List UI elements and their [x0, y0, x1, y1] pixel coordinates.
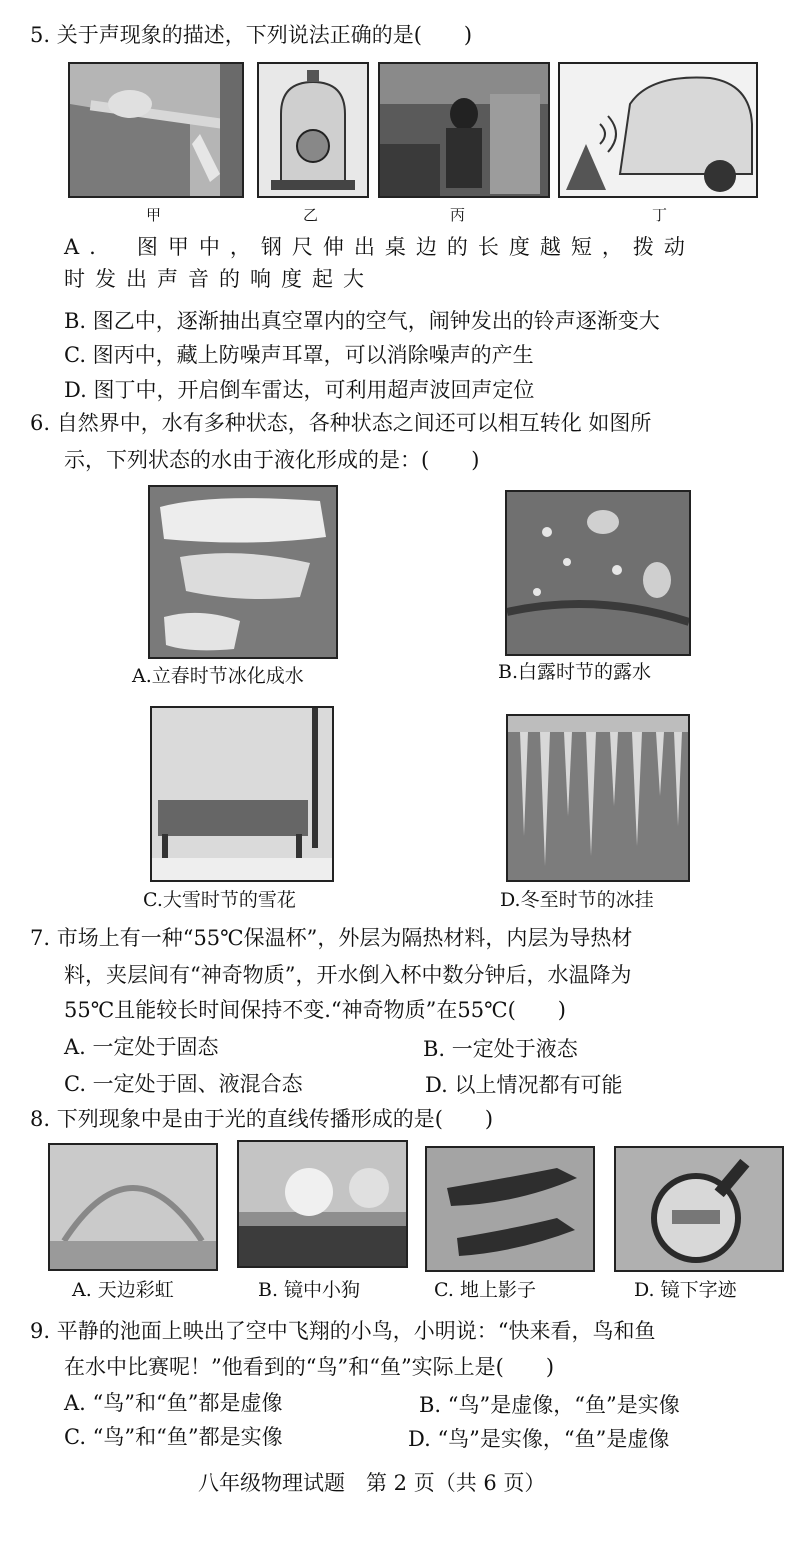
- q6-stem-line1: 6. 自然界中，水有多种状态，各种状态之间还可以相互转化 如图所: [30, 411, 652, 435]
- q5-option-d: D. 图丁中，开启倒车雷达，可利用超声波回声定位: [64, 378, 535, 402]
- q6-image-b-dew: [505, 490, 691, 656]
- q7-stem-line1: 7. 市场上有一种“55℃保温杯”，外层为隔热材料，内层为导热材: [30, 926, 633, 950]
- q9-option-b: B. “鸟”是虚像，“鱼”是实像: [419, 1393, 680, 1417]
- q8-stem: 8. 下列现象中是由于光的直线传播形成的是( ): [30, 1107, 494, 1131]
- q5-stem: 5. 关于声现象的描述，下列说法正确的是( ): [30, 23, 473, 47]
- q8-caption-c: C. 地上影子: [434, 1279, 536, 1301]
- q9-stem-line2: 在水中比赛呢！”他看到的“鸟”和“鱼”实际上是( ): [64, 1355, 555, 1379]
- q5-label-yi: 乙: [303, 206, 319, 224]
- q8-caption-d: D. 镜下字迹: [634, 1279, 737, 1301]
- q9-option-d: D. “鸟”是实像，“鱼”是虚像: [408, 1427, 670, 1451]
- q7-option-b: B. 一定处于液态: [423, 1037, 578, 1061]
- page-footer: 八年级物理试题 第 2 页（共 6 页）: [198, 1471, 546, 1495]
- q6-caption-b: B.白露时节的露水: [498, 661, 652, 683]
- q5-option-a-line1: A. 图甲中，钢尺伸出桌边的长度越短，拨动: [64, 235, 695, 259]
- q5-option-c: C. 图丙中，藏上防噪声耳罩，可以消除噪声的产生: [64, 343, 534, 367]
- q5-option-b: B. 图乙中，逐渐抽出真空罩内的空气，闹钟发出的铃声逐渐变大: [64, 309, 660, 333]
- q8-caption-a: A. 天边彩虹: [72, 1279, 174, 1301]
- q8-image-c-shadow: [425, 1146, 595, 1272]
- q5-image-ding-car-radar: [558, 62, 758, 198]
- q5-option-a-line2: 时发出声音的响度起大: [64, 267, 374, 291]
- q6-image-d-icicles: [506, 714, 690, 882]
- q9-stem-line1: 9. 平静的池面上映出了空中飞翔的小鸟，小明说：“快来看，鸟和鱼: [30, 1319, 656, 1343]
- q5-label-ding: 丁: [652, 206, 668, 224]
- q7-option-a: A. 一定处于固态: [64, 1035, 219, 1059]
- q6-stem-line2: 示，下列状态的水由于液化形成的是：( ): [64, 448, 480, 472]
- q5-image-jia-ruler: [68, 62, 244, 198]
- q5-image-bing-factory: [378, 62, 550, 198]
- q8-image-b-dog-mirror: [237, 1140, 408, 1268]
- q6-image-c-snow: [150, 706, 334, 882]
- q6-caption-c: C.大雪时节的雪花: [143, 889, 296, 911]
- q8-image-d-magnifier: [614, 1146, 784, 1272]
- q5-label-bing: 丙: [450, 206, 466, 224]
- q8-caption-b: B. 镜中小狗: [258, 1279, 361, 1301]
- q5-image-yi-bell-jar: [257, 62, 369, 198]
- q6-caption-d: D.冬至时节的冰挂: [500, 889, 654, 911]
- q7-stem-line2: 料，夹层间有“神奇物质”，开水倒入杯中数分钟后，水温降为: [64, 963, 632, 987]
- q7-option-d: D. 以上情况都有可能: [425, 1073, 623, 1097]
- q7-stem-line3: 55℃且能较长时间保持不变.“神奇物质”在55℃( ): [64, 998, 566, 1022]
- q9-option-a: A. “鸟”和“鱼”都是虚像: [64, 1391, 283, 1415]
- q5-label-jia: 甲: [146, 206, 162, 224]
- q6-image-a-ice-melting: [148, 485, 338, 659]
- q7-option-c: C. 一定处于固、液混合态: [64, 1072, 303, 1096]
- q8-image-a-rainbow: [48, 1143, 218, 1271]
- q6-caption-a: A.立春时节冰化成水: [132, 665, 304, 687]
- q9-option-c: C. “鸟”和“鱼”都是实像: [64, 1425, 283, 1449]
